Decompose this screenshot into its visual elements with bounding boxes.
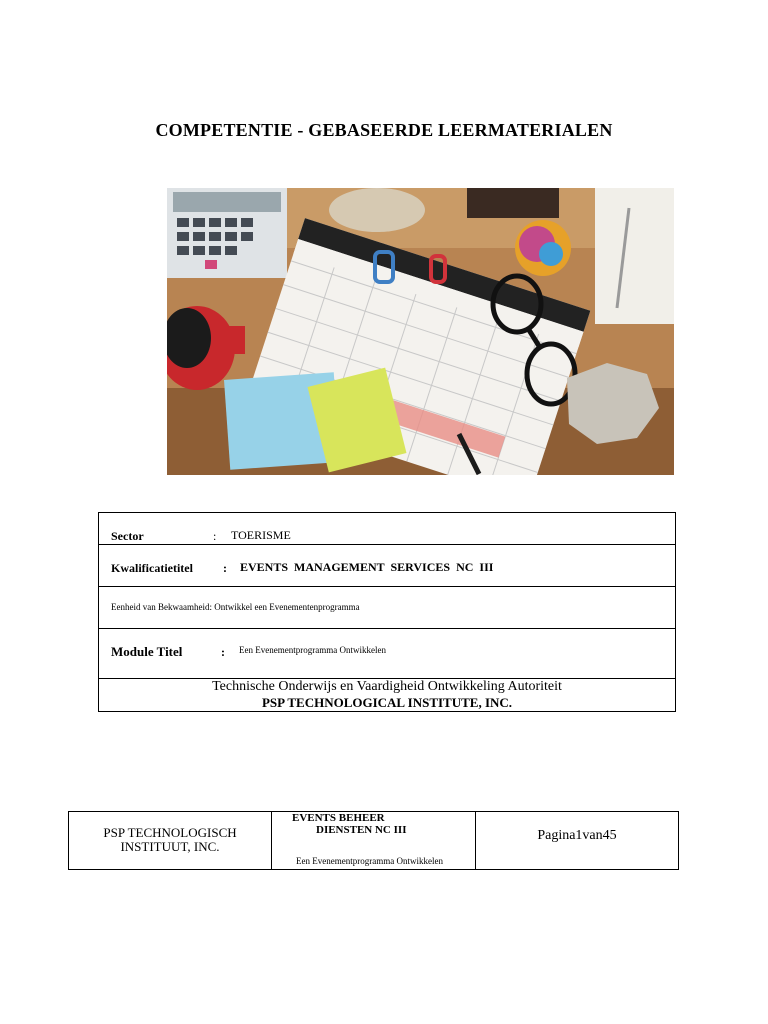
competency-unit-text: Eenheid van Bekwaamheid: Ontwikkel een Evenementenprogramma (111, 602, 360, 612)
footer-page-cell (476, 812, 678, 869)
cover-image (167, 188, 674, 475)
sector-value: TOERISME (231, 528, 291, 542)
footer-module-line1: EVENTS BEHEER (292, 812, 385, 824)
module-title-row (99, 629, 675, 679)
footer-module-line3: Een Evenementprogramma Ontwikkelen (296, 856, 443, 866)
authority-name: Technische Onderwijs en Vaardigheid Ontwikkeling Autoriteit (212, 679, 562, 694)
sector-colon: : (213, 529, 217, 543)
qualification-colon: : (223, 561, 227, 575)
competency-unit-row (99, 587, 675, 629)
sector-label: Sector (111, 529, 144, 543)
page-number: Pagina1van45 (537, 828, 617, 843)
module-title-colon: : (221, 645, 225, 659)
qualification-row (99, 545, 675, 587)
footer-org: PSP TECHNOLOGISCH INSTITUUT, INC. (103, 825, 237, 854)
footer-module-cell (272, 812, 476, 869)
module-title-label: Module Titel (111, 644, 183, 659)
footer-table (68, 811, 679, 870)
footer-module-line2: DIENSTEN NC III (316, 824, 407, 836)
info-table (98, 512, 676, 712)
document-title: COMPETENTIE - GEBASEERDE LEERMATERIALEN (155, 120, 613, 140)
sector-row (99, 513, 675, 545)
qualification-label: Kwalificatietitel (111, 561, 193, 575)
institute-name: PSP TECHNOLOGICAL INSTITUTE, INC. (261, 695, 513, 710)
qualification-value: EVENTS MANAGEMENT SERVICES NC III (240, 560, 494, 574)
footer-org-cell (69, 812, 272, 869)
calculator-icon (167, 188, 287, 278)
module-title-value: Een Evenementprogramma Ontwikkelen (239, 645, 386, 655)
authority-row (99, 679, 675, 711)
